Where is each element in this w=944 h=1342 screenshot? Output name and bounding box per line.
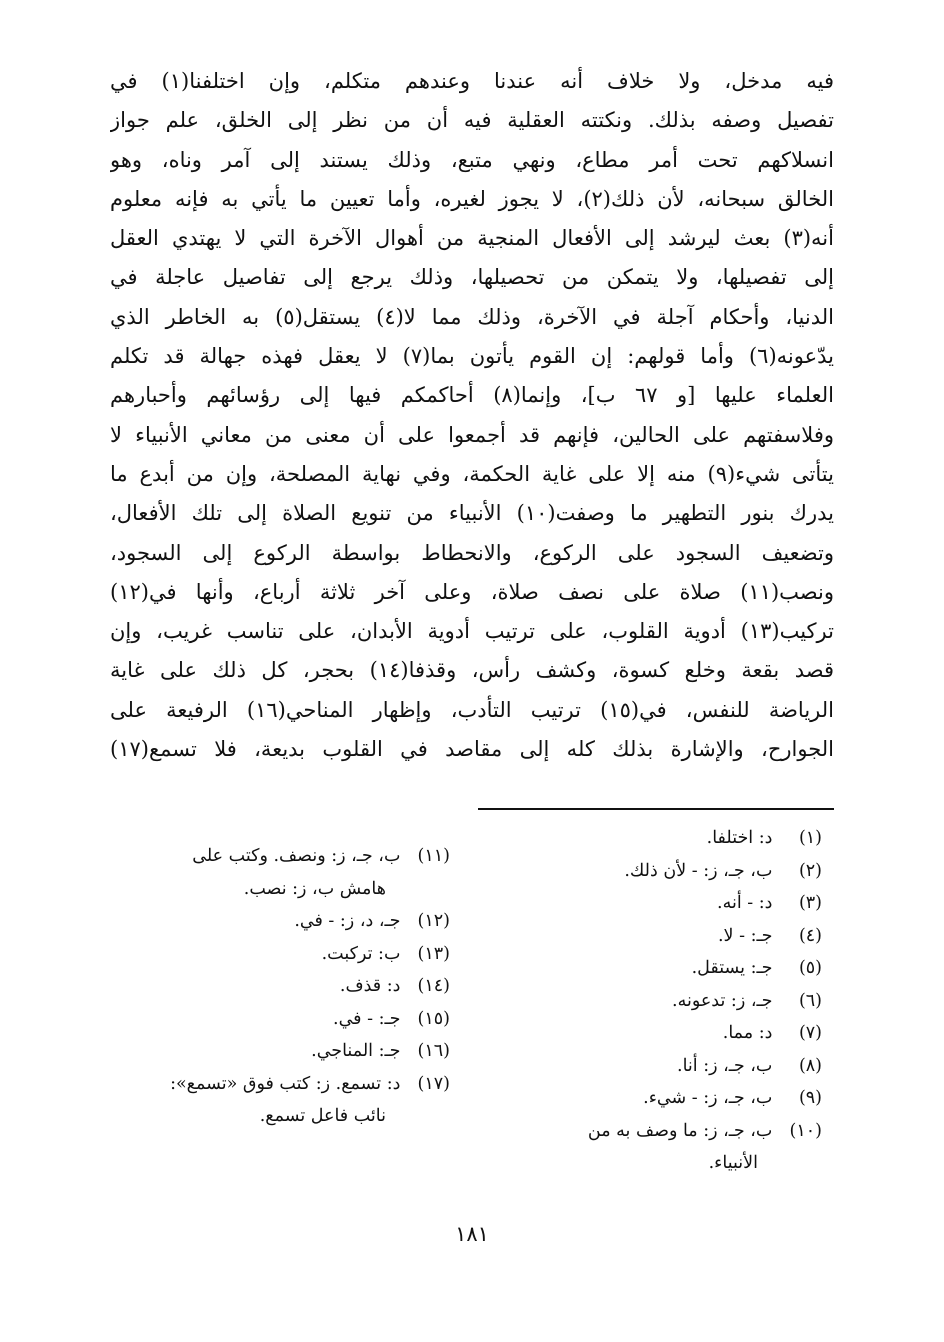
footnote-number: (٧) xyxy=(798,1023,822,1043)
footnote xyxy=(470,1017,822,1050)
text-line: انسلاكهم تحت أمر مطاع، ونهي متبع، وذلك يستند إلى آمر وناه، وهو xyxy=(110,147,834,172)
footnote-number: (٤) xyxy=(798,925,822,946)
footnote-text: ب، جـ، ز: - شيء. xyxy=(643,1088,773,1108)
footnote-number: (١٣) xyxy=(417,943,450,964)
footnote xyxy=(470,855,822,888)
text-line: تركيب(١٣) أدوية القلوب، على ترتيب أدوية الأبدان، على تناسب غريب، وإن xyxy=(110,619,834,644)
footnote-number: (١) xyxy=(798,828,822,848)
footnote xyxy=(470,1082,822,1115)
footnote xyxy=(470,952,822,985)
footnote xyxy=(470,920,822,953)
footnote-text: ب، جـ، ز: - لأن ذلك. xyxy=(624,860,773,881)
footnote xyxy=(100,1068,450,1101)
footnote-text: د: اختلفا. xyxy=(706,828,773,848)
footnote-continuation: الأنبياء. xyxy=(708,1153,758,1173)
footnote xyxy=(100,1003,450,1036)
footnote-number: (٣) xyxy=(798,893,822,913)
footnote-number: (٥) xyxy=(798,958,822,978)
footnote-number: (٦) xyxy=(798,990,822,1011)
footnote-text: ب، جـ، ز: أنا. xyxy=(677,1055,773,1076)
footnote-number: (١٥) xyxy=(417,1008,450,1029)
footnote-number: (١٢) xyxy=(417,911,450,931)
text-line: تفصيل وصفه بذلك. ونكتته العقلية فيه أن من نظر إلى الخلق، علم جواز xyxy=(110,108,834,133)
text-line: يدّعونه(٦) وأما قولهم: إن القوم يأتون بما(٧) لا يعقل فهذه جهالة قد تكلم xyxy=(110,344,834,369)
footnote-text: د: قذف. xyxy=(339,976,401,996)
text-line: ونصب(١١) صلاة على نصف صلاة، وعلى آخر ثلاثة أرباع، وأنها في(١٢) xyxy=(110,579,834,604)
footnote-text: ب، جـ، ز: ونصف. وكتب على xyxy=(192,846,401,866)
footnote xyxy=(470,1050,822,1083)
footnote-number: (١٧) xyxy=(417,1073,450,1094)
footnote-text: د: تسمع. ز: كتب فوق «تسمع»: xyxy=(170,1073,401,1094)
footnote xyxy=(470,822,822,855)
footnote-text: جـ: - في. xyxy=(333,1008,401,1029)
page-number: ١٨١ xyxy=(455,1222,489,1246)
text-line: فيه مدخل، ولا خلاف أنه عندنا وعندهم متكلم، وإن اختلفنا(١) في xyxy=(110,69,834,93)
footnote-number: (٨) xyxy=(798,1055,822,1076)
text-line: قصد بقعة وخلع كسوة، وكشف رأس، وقذفا(١٤) بحجر، كل ذلك على غاية xyxy=(110,658,834,683)
text-line: يتأتى شيء(٩) منه إلا على غاية الحكمة، وفي نهاية المصلحة، وإن من أبدع ما xyxy=(110,461,834,486)
footnote-continuation: نائب فاعل تسمع. xyxy=(259,1106,386,1126)
text-line: وفلاسفتهم على الحالين، فإنهم قد أجمعوا على أن معنى من معاني الأنبياء لا xyxy=(110,422,834,447)
text-line: الخالق سبحانه، لأن ذلك(٢)، لا يجوز لغيره، وأما تعيين ما يأتي به فإنه معلوم xyxy=(110,186,834,211)
footnote xyxy=(100,970,450,1003)
footnote-number: (١٠) xyxy=(789,1120,822,1141)
footnote-text: ب، جـ، ز: ما وصف به من xyxy=(587,1120,773,1141)
text-line: إلى تفصيلها، ولا يتمكن من تحصيلها، وذلك يرجع إلى تفاصيل عاجلة في xyxy=(110,265,834,290)
footnote-number: (١١) xyxy=(417,846,450,866)
footnote-number: (٢) xyxy=(798,860,822,881)
footnote-text: د: - أنه. xyxy=(717,893,773,913)
footnote-text: جـ: يستقل. xyxy=(691,958,773,978)
footnote xyxy=(470,887,822,920)
footnote-text: جـ، ز: تدعونه. xyxy=(672,990,773,1011)
footnote-text: ب: تركبت. xyxy=(321,943,401,964)
footnote-text: جـ، د، ز: - في. xyxy=(294,911,401,931)
footnote xyxy=(100,938,450,971)
footnote xyxy=(470,1115,822,1148)
footnote-number: (١٦) xyxy=(417,1041,450,1061)
footnote-continuation: هامش ب، ز: نصب. xyxy=(243,878,386,899)
text-line: يدرك بنور التطهير ما وصفت(١٠) الأنبياء من تنويع الصلاة إلى تلك الأفعال، xyxy=(110,501,834,526)
text-line: أنه(٣) بعث ليرشد إلى الأفعال المنجية من أهوال الآخرة التي لا يهتدي العقل xyxy=(110,226,834,251)
footnote-number: (٩) xyxy=(798,1088,822,1108)
footnotes-left-column xyxy=(100,840,450,1133)
footnote xyxy=(470,985,822,1018)
text-line: الرياضة للنفس، في(١٥) ترتيب التأدب، وإظهار المناحي(١٦) الرفيعة على xyxy=(110,697,834,722)
text-line: وتضعيف السجود على الركوع، والانحطاط بواسطة الركوع إلى السجود، xyxy=(110,540,834,565)
footnotes-right-column xyxy=(470,822,822,1180)
footnote-text: جـ: - لا. xyxy=(717,925,773,946)
text-line: العلماء عليها [و ٦٧ ب]، وإنما(٨) أحاكمكم فيها إلى رؤسائهم وأحبارهم xyxy=(110,383,834,408)
footnote-separator xyxy=(478,808,834,810)
footnote xyxy=(100,840,450,873)
footnote-number: (١٤) xyxy=(417,976,450,996)
footnote xyxy=(100,1035,450,1068)
text-line: الجوارح، والإشارة بذلك كله إلى مقاصد في القلوب بديعة، فلا تسمع(١٧) xyxy=(110,737,834,762)
footnote-text: جـ: المناجي. xyxy=(311,1041,401,1061)
footnote-text: د: مما. xyxy=(722,1023,773,1043)
footnote xyxy=(100,905,450,938)
main-text-block xyxy=(110,62,834,769)
text-line: الدنيا، وأحكام آجلة في الآخرة، وذلك مما لا(٤) يستقل(٥) به الخاطر الذي xyxy=(110,304,834,329)
